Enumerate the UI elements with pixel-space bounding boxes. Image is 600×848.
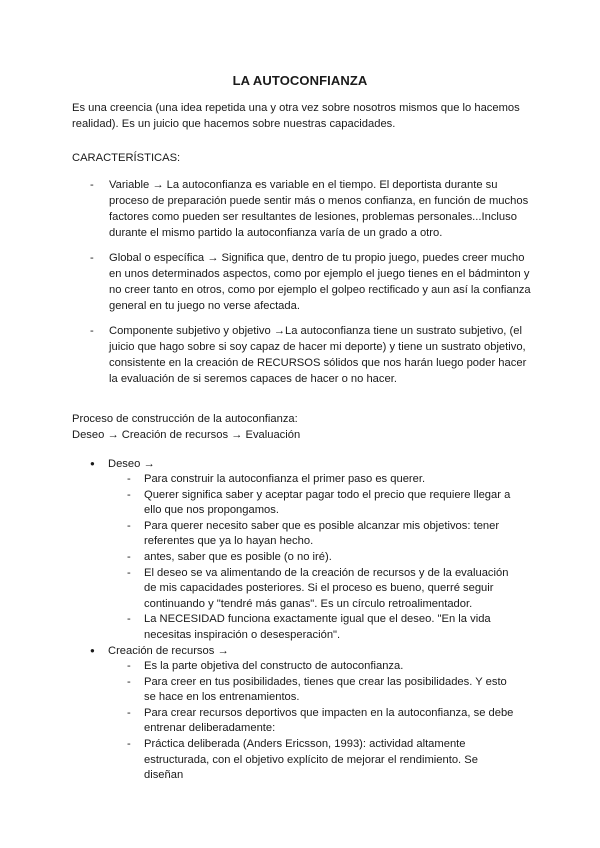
list-item: - La NECESIDAD funciona exactamente igual que el deseo. "En la vida necesitas inspiración o desesperación".: [127, 612, 515, 643]
characteristic-global: - Global o específica → Significa que, dentro de tu propio juego, puedes creer mucho en unos determinados aspectos, como por ejemplo el juego tienes en el bádminton y no creer tanto en otros, como por ejemplo el golpeo rectificado y aun así la confianza general en tu juego no verse afectada.: [90, 250, 535, 314]
process-title: Proceso de construcción de la autoconfianza:: [72, 413, 298, 425]
deseo-heading: ● Deseo →: [90, 456, 540, 472]
list-item: - Querer significa saber y aceptar pagar todo el precio que requiere llegar a ello que nos propongamos.: [127, 488, 515, 519]
list-item: - Para querer necesito saber que es posible alcanzar mis objetivos: tener referentes que ya lo hayan hecho.: [127, 519, 515, 550]
list-item: - El deseo se va alimentando de la creación de recursos y de la evaluación de mis capacidades posteriores. Si el proceso es bueno, querré seguir continuando y "tendré más ganas". Es un círculo retroalimentador.: [127, 566, 515, 613]
intro-paragraph: Es una creencia (una idea repetida una y otra vez sobre nosotros mismos que lo hacemos realidad). Es un juicio que hacemos sobre nuestras capacidades.: [72, 102, 520, 130]
process-flow: Deseo → Creación de recursos → Evaluación: [72, 429, 301, 441]
list-item: - Para crear recursos deportivos que impacten en la autoconfianza, se debe entrenar deliberadamente:: [127, 706, 515, 737]
recursos-heading: ● Creación de recursos →: [90, 643, 540, 659]
list-item: - Para construir la autoconfianza el primer paso es querer.: [127, 472, 515, 488]
list-item: - Para creer en tus posibilidades, tienes que crear las posibilidades. Y esto se hace en los entrenamientos.: [127, 675, 515, 706]
characteristic-variable: - Variable → La autoconfianza es variable en el tiempo. El deportista durante su proceso de preparación puede sentir más o menos confianza, en función de muchos factores como pueden ser resultantes de lesiones, problemas personales...Incluso durante el mismo partido la autoconfianza varía de un grado a otro.: [90, 177, 535, 241]
characteristics-list-3: [90, 323, 535, 387]
deseo-list: [127, 472, 515, 644]
deseo-section: [90, 456, 540, 644]
list-item: - Práctica deliberada (Anders Ericsson, 1993): actividad altamente estructurada, con el objetivo explícito de mejorar el rendimiento. Se diseñan: [127, 737, 515, 784]
characteristic-componente: - Componente subjetivo y objetivo →La autoconfianza tiene un sustrato subjetivo, (el juicio que hago sobre si soy capaz de hacer mi deporte) y tiene un sustrato objetivo, consistente en la creación de RECURSOS sólidos que nos harán luego poder hacer la evaluación de si seremos capaces de hacer o no hacer.: [90, 323, 535, 387]
recursos-list: [127, 659, 515, 784]
characteristics-list-2: [90, 250, 535, 314]
list-item: - antes, saber que es posible (o no iré).: [127, 550, 515, 566]
recursos-section: [90, 643, 540, 784]
list-item: - Es la parte objetiva del constructo de autoconfianza.: [127, 659, 515, 675]
characteristics-list-1: [90, 177, 535, 241]
characteristics-heading: CARACTERÍSTICAS:: [72, 152, 181, 164]
document-title: LA AUTOCONFIANZA: [232, 73, 368, 88]
